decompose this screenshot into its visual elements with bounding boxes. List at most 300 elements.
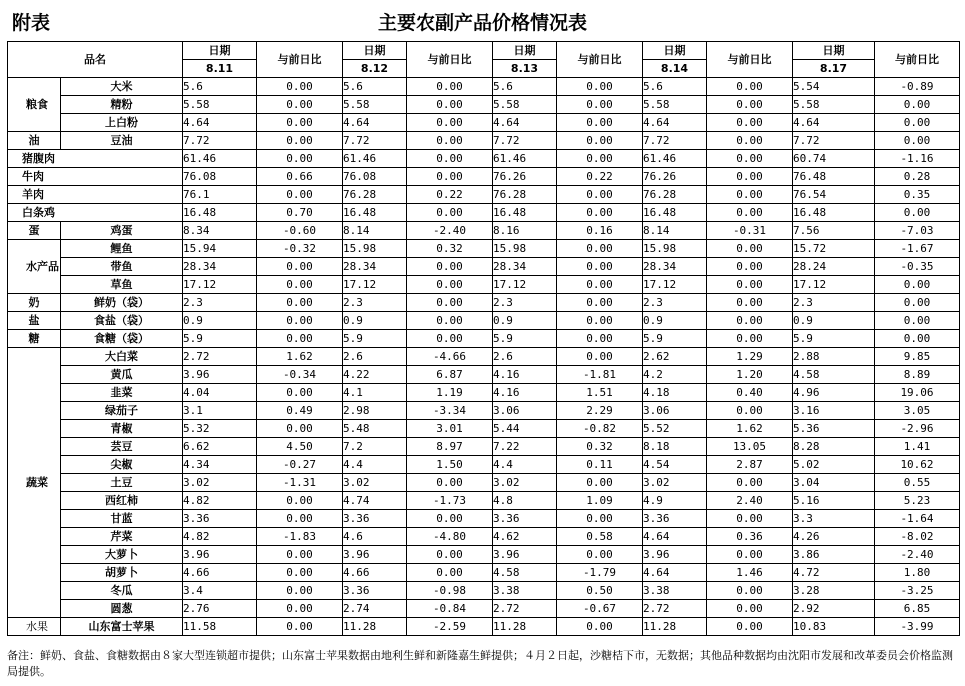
change-cell: 0.00	[257, 492, 343, 510]
change-cell: 0.00	[557, 186, 643, 204]
table-row	[8, 150, 960, 168]
product-name: 芹菜	[61, 528, 183, 546]
price-cell: 3.1	[183, 402, 257, 420]
price-cell: 4.58	[493, 564, 557, 582]
change-cell: 0.00	[557, 348, 643, 366]
change-cell: 0.00	[407, 114, 493, 132]
change-cell: 0.00	[257, 546, 343, 564]
date-header: 日期	[183, 42, 257, 60]
category-label: 糖	[8, 330, 61, 348]
price-cell: 17.12	[793, 276, 875, 294]
appendix-label: 附表	[12, 12, 51, 34]
price-cell: 5.48	[343, 420, 407, 438]
table-row	[8, 96, 960, 114]
price-cell: 3.16	[793, 402, 875, 420]
price-cell: 4.26	[793, 528, 875, 546]
change-cell: 0.00	[707, 600, 793, 618]
price-cell: 76.26	[643, 168, 707, 186]
price-cell: 5.44	[493, 420, 557, 438]
price-cell: 5.58	[493, 96, 557, 114]
price-cell: 4.64	[343, 114, 407, 132]
change-cell: 0.00	[257, 384, 343, 402]
price-cell: 5.6	[343, 78, 407, 96]
change-cell: 0.16	[557, 222, 643, 240]
price-cell: 5.6	[493, 78, 557, 96]
change-cell: 0.00	[407, 96, 493, 114]
date-value: 8.17	[793, 60, 875, 78]
price-cell: 4.6	[343, 528, 407, 546]
price-cell: 3.36	[643, 510, 707, 528]
product-name: 绿茄子	[61, 402, 183, 420]
change-cell: -1.73	[407, 492, 493, 510]
change-cell: 0.00	[257, 150, 343, 168]
price-cell: 4.54	[643, 456, 707, 474]
product-name: 大萝卜	[61, 546, 183, 564]
price-cell: 3.38	[643, 582, 707, 600]
category-label: 奶	[8, 294, 61, 312]
change-cell: 0.00	[875, 96, 960, 114]
table-row	[8, 546, 960, 564]
price-cell: 15.72	[793, 240, 875, 258]
price-cell: 3.36	[183, 510, 257, 528]
product-name: 尖椒	[61, 456, 183, 474]
table-row	[8, 240, 960, 258]
price-cell: 4.74	[343, 492, 407, 510]
price-cell: 3.02	[183, 474, 257, 492]
price-cell: 5.58	[643, 96, 707, 114]
product-name: 大米	[61, 78, 183, 96]
change-cell: 0.00	[557, 510, 643, 528]
price-cell: 3.96	[343, 546, 407, 564]
change-cell: 0.00	[257, 114, 343, 132]
change-cell: -2.59	[407, 618, 493, 636]
change-cell: 3.05	[875, 402, 960, 420]
product-name: 上白粉	[61, 114, 183, 132]
price-cell: 3.86	[793, 546, 875, 564]
price-cell: 15.98	[493, 240, 557, 258]
price-cell: 28.24	[793, 258, 875, 276]
header-row	[8, 42, 960, 60]
change-cell: 0.00	[257, 258, 343, 276]
price-cell: 4.2	[643, 366, 707, 384]
price-cell: 5.36	[793, 420, 875, 438]
table-row	[8, 294, 960, 312]
category-label: 水产品	[8, 240, 61, 294]
change-cell: -0.27	[257, 456, 343, 474]
price-cell: 3.28	[793, 582, 875, 600]
category-label: 蛋	[8, 222, 61, 240]
change-cell: -0.98	[407, 582, 493, 600]
change-cell: 0.00	[257, 330, 343, 348]
price-cell: 15.94	[183, 240, 257, 258]
price-cell: 7.2	[343, 438, 407, 456]
price-cell: 8.34	[183, 222, 257, 240]
price-cell: 0.9	[493, 312, 557, 330]
product-name: 带鱼	[61, 258, 183, 276]
change-cell: 0.00	[557, 294, 643, 312]
price-cell: 4.64	[643, 564, 707, 582]
change-cell: 0.00	[707, 114, 793, 132]
price-cell: 8.14	[343, 222, 407, 240]
change-cell: 0.00	[707, 330, 793, 348]
change-cell: 0.00	[557, 132, 643, 150]
price-cell: 5.9	[183, 330, 257, 348]
table-row	[8, 330, 960, 348]
change-cell: 0.00	[257, 186, 343, 204]
category-label: 油	[8, 132, 61, 150]
change-cell: -0.82	[557, 420, 643, 438]
product-name: 大白菜	[61, 348, 183, 366]
change-cell: 0.00	[257, 510, 343, 528]
price-cell: 8.16	[493, 222, 557, 240]
price-cell: 2.74	[343, 600, 407, 618]
table-row	[8, 78, 960, 96]
change-cell: -0.67	[557, 600, 643, 618]
page-title: 主要农副产品价格情况表	[377, 12, 587, 34]
change-cell: 0.00	[707, 510, 793, 528]
change-cell: 0.00	[875, 204, 960, 222]
price-cell: 4.64	[793, 114, 875, 132]
change-cell: 0.00	[557, 330, 643, 348]
price-cell: 5.9	[643, 330, 707, 348]
change-cell: 0.00	[257, 600, 343, 618]
change-cell: 0.00	[257, 78, 343, 96]
price-cell: 5.9	[793, 330, 875, 348]
change-cell: 0.00	[557, 474, 643, 492]
price-cell: 16.48	[493, 204, 557, 222]
price-cell: 28.34	[183, 258, 257, 276]
change-cell: 0.00	[875, 114, 960, 132]
change-cell: 1.46	[707, 564, 793, 582]
date-value: 8.12	[343, 60, 407, 78]
price-cell: 4.66	[343, 564, 407, 582]
change-cell: 0.00	[407, 276, 493, 294]
table-row	[8, 510, 960, 528]
product-name: 甘蓝	[61, 510, 183, 528]
change-cell: 0.22	[557, 168, 643, 186]
price-cell: 61.46	[643, 150, 707, 168]
change-cell: -0.31	[707, 222, 793, 240]
change-cell: -0.60	[257, 222, 343, 240]
table-row	[8, 258, 960, 276]
table-row	[8, 402, 960, 420]
change-cell: -1.64	[875, 510, 960, 528]
change-cell: 0.00	[257, 582, 343, 600]
change-cell: 6.85	[875, 600, 960, 618]
price-cell: 61.46	[493, 150, 557, 168]
change-cell: 0.00	[557, 78, 643, 96]
change-cell: 0.00	[707, 240, 793, 258]
change-cell: 0.00	[407, 474, 493, 492]
price-cell: 8.14	[643, 222, 707, 240]
change-cell: 2.40	[707, 492, 793, 510]
product-name: 胡萝卜	[61, 564, 183, 582]
change-cell: 0.00	[707, 186, 793, 204]
change-cell: 0.00	[875, 330, 960, 348]
change-cell: 0.00	[707, 168, 793, 186]
price-cell: 2.88	[793, 348, 875, 366]
price-cell: 3.06	[493, 402, 557, 420]
price-cell: 0.9	[793, 312, 875, 330]
price-cell: 4.8	[493, 492, 557, 510]
change-cell: -1.81	[557, 366, 643, 384]
price-cell: 3.96	[183, 366, 257, 384]
price-cell: 76.54	[793, 186, 875, 204]
product-name: 鸡蛋	[61, 222, 183, 240]
change-cell: 0.00	[707, 294, 793, 312]
price-cell: 4.4	[493, 456, 557, 474]
table-row	[8, 276, 960, 294]
price-cell: 2.3	[493, 294, 557, 312]
price-cell: 10.83	[793, 618, 875, 636]
change-cell: -2.96	[875, 420, 960, 438]
change-cell: 0.00	[557, 312, 643, 330]
change-cell: 0.55	[875, 474, 960, 492]
price-cell: 3.3	[793, 510, 875, 528]
table-row	[8, 438, 960, 456]
table-row	[8, 222, 960, 240]
change-cell: 1.09	[557, 492, 643, 510]
price-cell: 2.3	[643, 294, 707, 312]
price-cell: 2.6	[493, 348, 557, 366]
price-cell: 76.08	[343, 168, 407, 186]
change-cell: 6.87	[407, 366, 493, 384]
change-cell: 1.41	[875, 438, 960, 456]
change-cell: 0.58	[557, 528, 643, 546]
price-cell: 5.6	[643, 78, 707, 96]
price-cell: 2.3	[343, 294, 407, 312]
change-cell: 2.29	[557, 402, 643, 420]
price-cell: 2.76	[183, 600, 257, 618]
price-cell: 5.58	[343, 96, 407, 114]
price-cell: 4.1	[343, 384, 407, 402]
price-cell: 7.72	[493, 132, 557, 150]
price-cell: 3.38	[493, 582, 557, 600]
change-cell: 0.00	[407, 204, 493, 222]
date-value: 8.13	[493, 60, 557, 78]
change-header: 与前日比	[557, 42, 643, 78]
product-name: 草鱼	[61, 276, 183, 294]
price-cell: 5.02	[793, 456, 875, 474]
price-cell: 4.66	[183, 564, 257, 582]
change-cell: -0.84	[407, 600, 493, 618]
change-cell: 0.40	[707, 384, 793, 402]
change-cell: 0.00	[707, 78, 793, 96]
change-cell: -1.67	[875, 240, 960, 258]
price-cell: 17.12	[343, 276, 407, 294]
price-table-body	[8, 42, 960, 636]
change-cell: 0.22	[407, 186, 493, 204]
footnote: 备注：鲜奶、食盐、食糖数据由８家大型连锁超市提供；山东富士苹果数据由地利生鲜和新隆嘉生鲜提供；４月２日起，沙糖桔下市，无数据；其他品种数据均由沈阳市发展和改革委员会价格监测局提供。	[7, 649, 953, 678]
change-cell: 0.00	[407, 168, 493, 186]
price-cell: 61.46	[343, 150, 407, 168]
table-row	[8, 312, 960, 330]
price-cell: 3.96	[183, 546, 257, 564]
product-name: 芸豆	[61, 438, 183, 456]
change-cell: -0.35	[875, 258, 960, 276]
change-cell: 0.32	[557, 438, 643, 456]
price-cell: 76.08	[183, 168, 257, 186]
price-cell: 4.18	[643, 384, 707, 402]
price-cell: 8.28	[793, 438, 875, 456]
change-cell: 0.00	[707, 312, 793, 330]
price-cell: 76.28	[343, 186, 407, 204]
date-header: 日期	[343, 42, 407, 60]
price-cell: 2.98	[343, 402, 407, 420]
change-cell: 5.23	[875, 492, 960, 510]
change-cell: -0.89	[875, 78, 960, 96]
product-name: 食糖（袋）	[61, 330, 183, 348]
change-cell: 0.00	[557, 240, 643, 258]
price-cell: 4.04	[183, 384, 257, 402]
price-cell: 2.3	[793, 294, 875, 312]
price-table	[7, 41, 960, 636]
change-cell: 0.00	[707, 402, 793, 420]
date-header: 日期	[793, 42, 875, 60]
price-cell: 4.16	[493, 384, 557, 402]
change-cell: 0.00	[557, 618, 643, 636]
change-cell: 0.00	[257, 294, 343, 312]
change-cell: -0.34	[257, 366, 343, 384]
price-cell: 7.72	[643, 132, 707, 150]
price-cell: 3.36	[343, 510, 407, 528]
price-cell: 0.9	[183, 312, 257, 330]
change-cell: 1.29	[707, 348, 793, 366]
change-cell: -2.40	[407, 222, 493, 240]
price-cell: 7.72	[343, 132, 407, 150]
product-name: 精粉	[61, 96, 183, 114]
price-cell: 5.9	[343, 330, 407, 348]
change-cell: 0.00	[257, 96, 343, 114]
price-cell: 3.36	[343, 582, 407, 600]
change-cell: 0.00	[407, 150, 493, 168]
price-cell: 11.28	[643, 618, 707, 636]
price-cell: 5.16	[793, 492, 875, 510]
price-cell: 5.58	[183, 96, 257, 114]
price-cell: 5.32	[183, 420, 257, 438]
price-cell: 28.34	[493, 258, 557, 276]
change-cell: -3.99	[875, 618, 960, 636]
price-cell: 5.9	[493, 330, 557, 348]
price-cell: 7.72	[793, 132, 875, 150]
price-cell: 28.34	[643, 258, 707, 276]
price-cell: 3.02	[643, 474, 707, 492]
change-cell: -4.66	[407, 348, 493, 366]
price-cell: 76.26	[493, 168, 557, 186]
change-cell: 8.89	[875, 366, 960, 384]
change-cell: -1.16	[875, 150, 960, 168]
change-cell: 0.35	[875, 186, 960, 204]
price-cell: 4.82	[183, 528, 257, 546]
price-cell: 76.28	[493, 186, 557, 204]
price-cell: 4.72	[793, 564, 875, 582]
change-header: 与前日比	[257, 42, 343, 78]
change-cell: -3.25	[875, 582, 960, 600]
price-cell: 5.6	[183, 78, 257, 96]
product-name: 食盐（袋）	[61, 312, 183, 330]
change-cell: -1.31	[257, 474, 343, 492]
change-cell: 3.01	[407, 420, 493, 438]
date-value: 8.11	[183, 60, 257, 78]
change-cell: 1.62	[257, 348, 343, 366]
table-row	[8, 618, 960, 636]
change-cell: 1.20	[707, 366, 793, 384]
change-cell: 19.06	[875, 384, 960, 402]
price-cell: 17.12	[183, 276, 257, 294]
change-cell: -2.40	[875, 546, 960, 564]
price-cell: 16.48	[643, 204, 707, 222]
price-cell: 4.64	[183, 114, 257, 132]
change-cell: 0.00	[407, 546, 493, 564]
change-cell: -0.32	[257, 240, 343, 258]
product-name: 牛肉	[8, 168, 183, 186]
price-cell: 2.72	[643, 600, 707, 618]
change-header: 与前日比	[707, 42, 793, 78]
date-value: 8.14	[643, 60, 707, 78]
product-name: 豆油	[61, 132, 183, 150]
price-cell: 2.92	[793, 600, 875, 618]
price-cell: 7.72	[183, 132, 257, 150]
table-row	[8, 582, 960, 600]
change-cell: 0.00	[407, 294, 493, 312]
price-cell: 3.04	[793, 474, 875, 492]
change-cell: 0.11	[557, 456, 643, 474]
product-name: 土豆	[61, 474, 183, 492]
table-row	[8, 366, 960, 384]
category-label: 粮食	[8, 78, 61, 132]
price-cell: 3.96	[643, 546, 707, 564]
change-cell: 1.51	[557, 384, 643, 402]
price-cell: 6.62	[183, 438, 257, 456]
price-cell: 0.9	[343, 312, 407, 330]
price-cell: 16.48	[183, 204, 257, 222]
change-cell: 0.00	[407, 258, 493, 276]
change-cell: -7.03	[875, 222, 960, 240]
change-cell: 0.00	[257, 276, 343, 294]
change-cell: 0.00	[707, 618, 793, 636]
product-name: 鲜奶（袋）	[61, 294, 183, 312]
price-cell: 4.82	[183, 492, 257, 510]
price-cell: 17.12	[493, 276, 557, 294]
price-cell: 11.28	[343, 618, 407, 636]
change-cell: 0.00	[557, 96, 643, 114]
change-cell: 8.97	[407, 438, 493, 456]
price-cell: 3.36	[493, 510, 557, 528]
change-cell: -3.34	[407, 402, 493, 420]
change-cell: 4.50	[257, 438, 343, 456]
price-cell: 4.4	[343, 456, 407, 474]
change-cell: 0.00	[875, 312, 960, 330]
change-cell: 0.00	[257, 618, 343, 636]
product-name: 韭菜	[61, 384, 183, 402]
change-cell: 0.00	[257, 132, 343, 150]
change-cell: 0.36	[707, 528, 793, 546]
price-cell: 4.9	[643, 492, 707, 510]
price-cell: 2.62	[643, 348, 707, 366]
price-cell: 2.3	[183, 294, 257, 312]
price-cell: 8.18	[643, 438, 707, 456]
price-cell: 15.98	[643, 240, 707, 258]
change-cell: -1.83	[257, 528, 343, 546]
product-name: 白条鸡	[8, 204, 183, 222]
change-cell: 2.87	[707, 456, 793, 474]
product-name: 青椒	[61, 420, 183, 438]
change-cell: 0.00	[875, 294, 960, 312]
change-header: 与前日比	[407, 42, 493, 78]
price-cell: 76.28	[643, 186, 707, 204]
price-cell: 4.62	[493, 528, 557, 546]
price-cell: 4.58	[793, 366, 875, 384]
